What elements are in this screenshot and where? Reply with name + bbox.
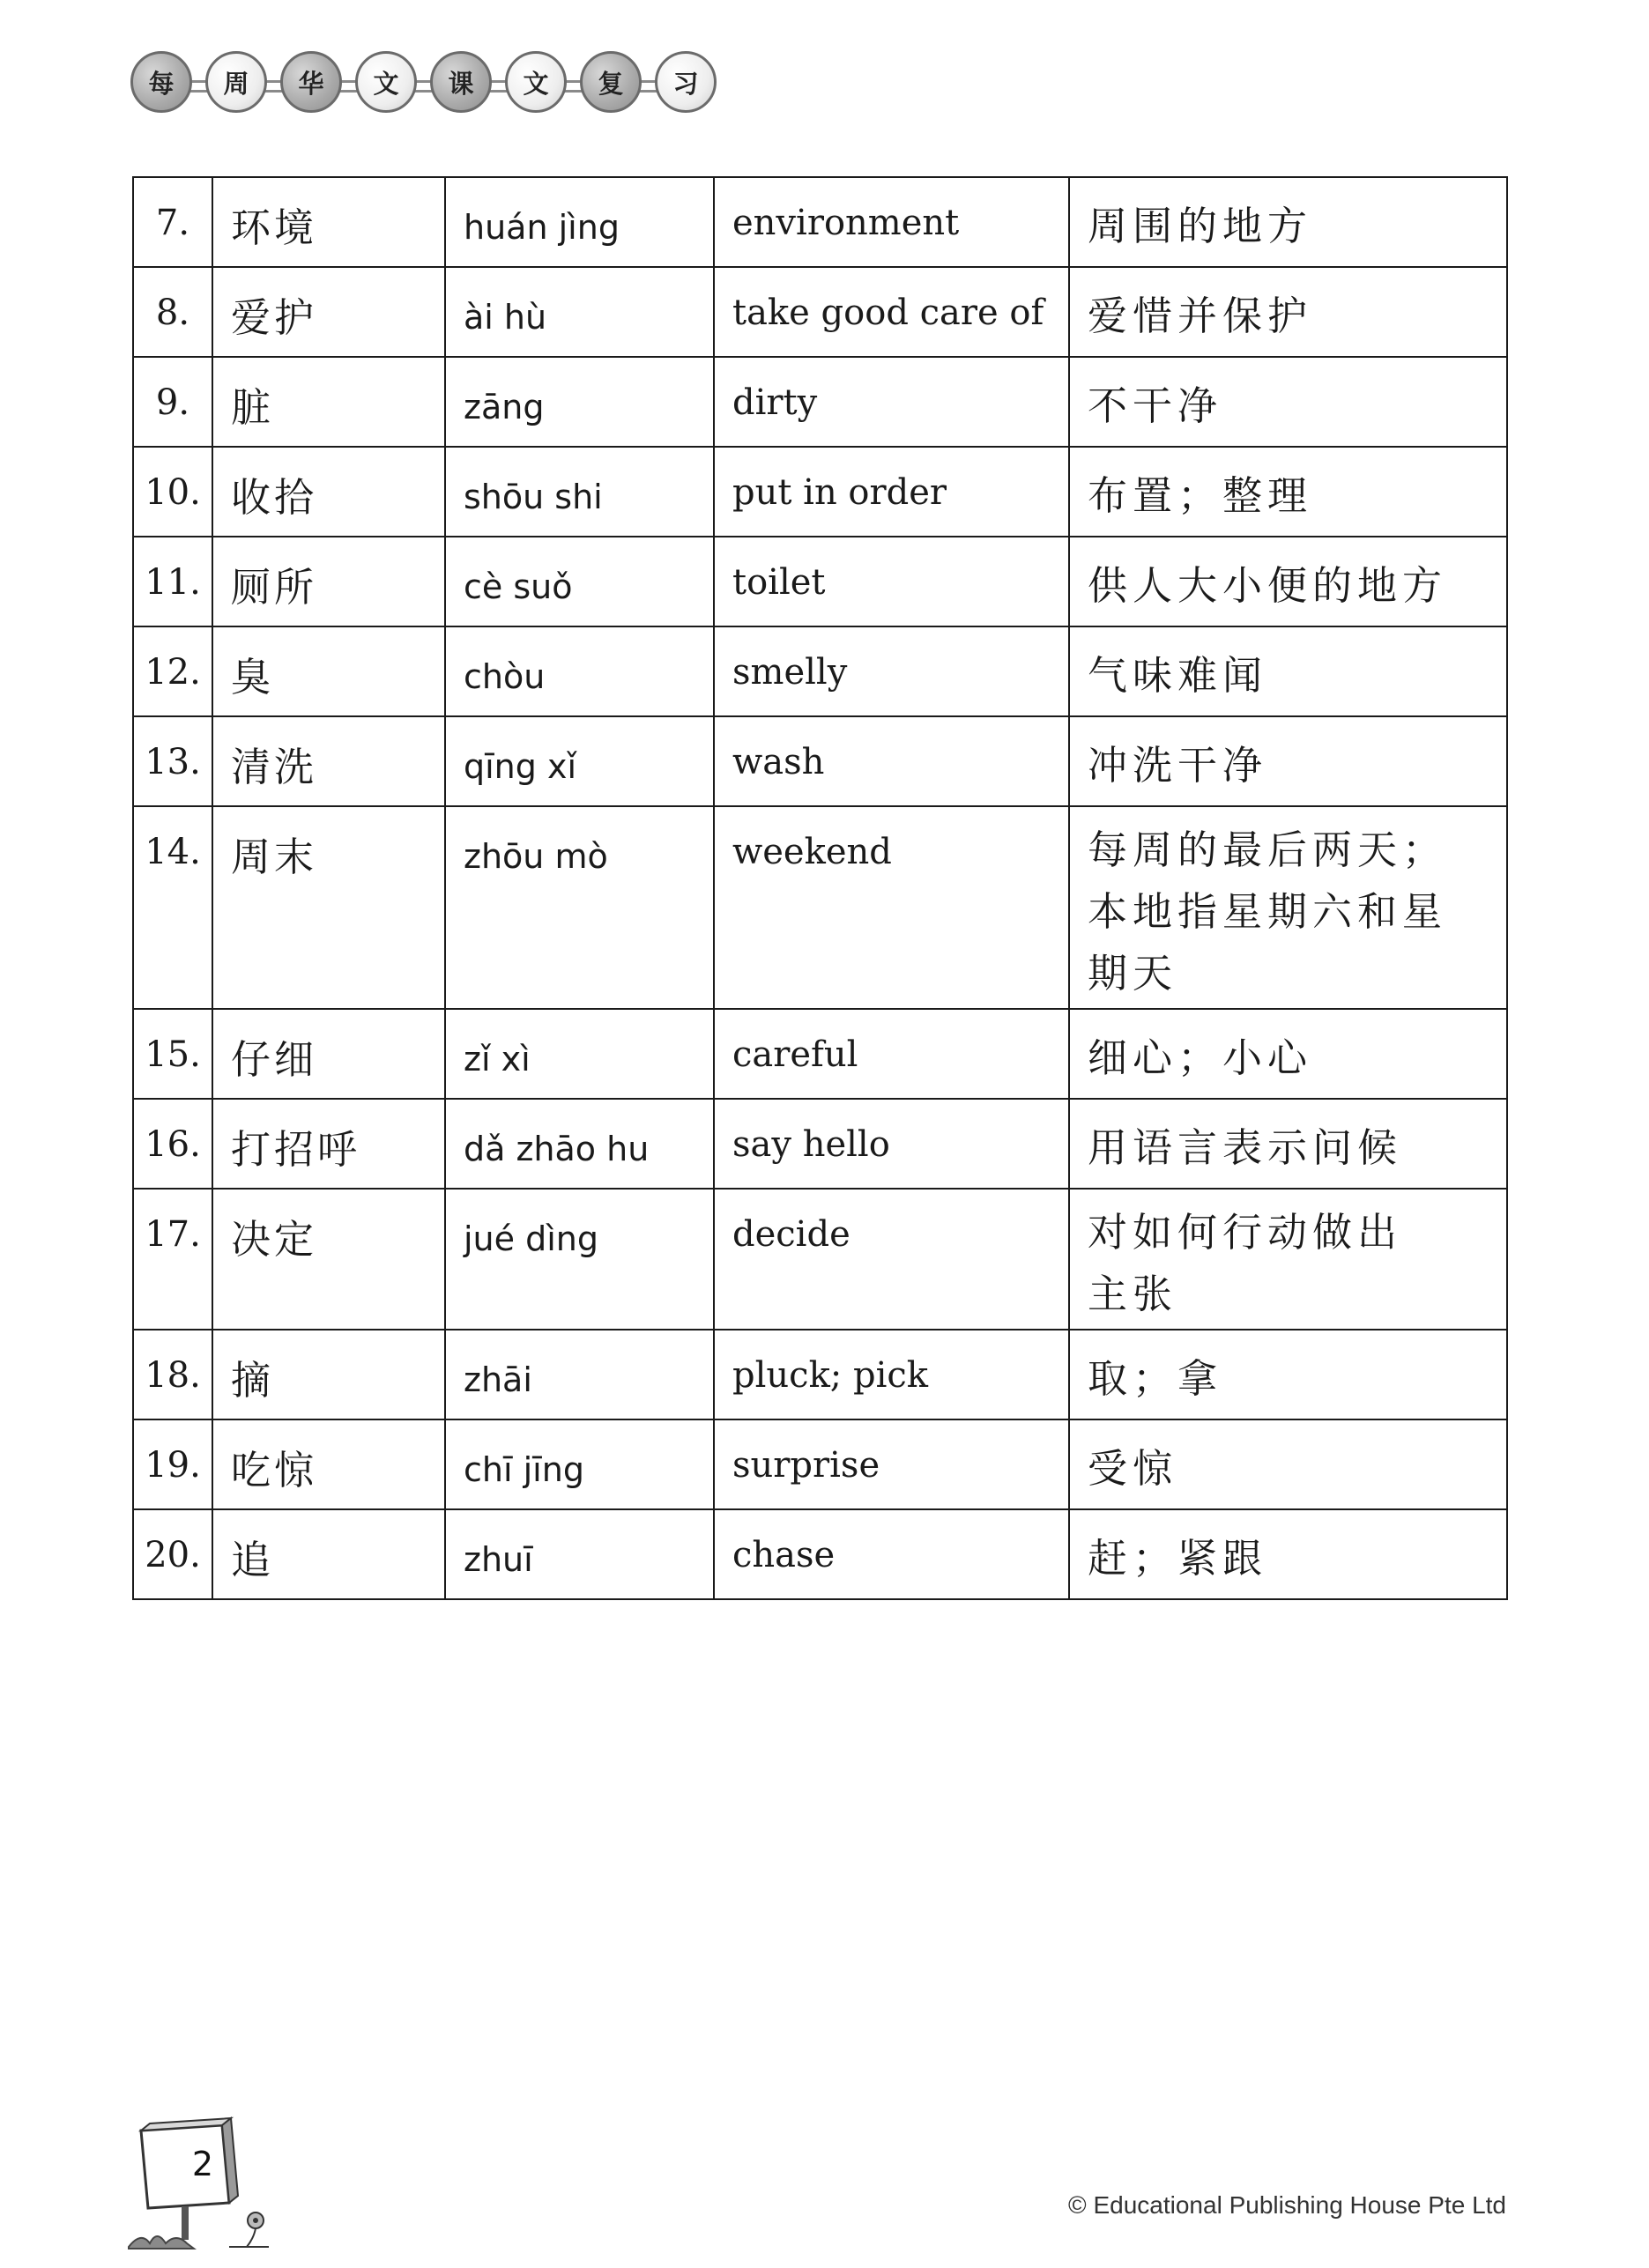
vocab-definition xyxy=(1069,177,1507,267)
vocab-number: 10. xyxy=(133,447,212,537)
vocab-definition xyxy=(1069,1330,1507,1419)
vocab-definition-line: 气味难闻 xyxy=(1088,652,1268,699)
vocab-definition-line: 赶；紧跟 xyxy=(1088,1535,1268,1582)
table-row xyxy=(133,1509,1507,1599)
vocab-definition xyxy=(1069,447,1507,537)
vocab-number: 20. xyxy=(133,1509,212,1599)
table-row xyxy=(133,357,1507,447)
vocab-definition-line: 期天 xyxy=(1088,950,1178,997)
series-title-badges xyxy=(130,51,721,118)
vocab-definition-line: 用语言表示问候 xyxy=(1088,1124,1403,1171)
table-row xyxy=(133,806,1507,1009)
series-badge: 习 xyxy=(655,51,717,113)
vocab-definition xyxy=(1069,537,1507,626)
vocab-pinyin: chòu xyxy=(445,626,714,716)
vocab-english: toilet xyxy=(714,537,1069,626)
table-row xyxy=(133,267,1507,357)
vocab-number: 7. xyxy=(133,177,212,267)
vocab-word: 摘 xyxy=(212,1330,445,1419)
signboard-icon xyxy=(123,2115,282,2264)
series-badge: 文 xyxy=(505,51,567,113)
vocab-word: 周末 xyxy=(212,806,445,1009)
vocab-definition xyxy=(1069,1419,1507,1509)
vocab-definition-line: 不干净 xyxy=(1088,382,1223,429)
vocab-pinyin: zhuī xyxy=(445,1509,714,1599)
vocab-definition-line: 爱惜并保护 xyxy=(1088,293,1313,339)
vocab-number: 18. xyxy=(133,1330,212,1419)
vocab-word: 清洗 xyxy=(212,716,445,806)
vocab-english: weekend xyxy=(714,806,1069,1009)
vocab-english: put in order xyxy=(714,447,1069,537)
vocab-pinyin: zǐ xì xyxy=(445,1009,714,1099)
vocab-word: 仔细 xyxy=(212,1009,445,1099)
series-badge: 华 xyxy=(280,51,342,113)
vocab-definition xyxy=(1069,806,1507,1009)
vocab-pinyin: chī jīng xyxy=(445,1419,714,1509)
vocab-word: 厕所 xyxy=(212,537,445,626)
vocab-definition-line: 主张 xyxy=(1088,1271,1178,1317)
vocab-definition-line: 细心；小心 xyxy=(1088,1034,1313,1081)
vocab-number: 15. xyxy=(133,1009,212,1099)
copyright-notice: © Educational Publishing House Pte Ltd xyxy=(1068,2191,1506,2219)
vocab-number: 17. xyxy=(133,1189,212,1330)
vocab-word: 决定 xyxy=(212,1189,445,1330)
table-row xyxy=(133,177,1507,267)
vocab-english: say hello xyxy=(714,1099,1069,1189)
vocab-english: wash xyxy=(714,716,1069,806)
series-badge: 课 xyxy=(430,51,492,113)
table-row xyxy=(133,1419,1507,1509)
page-number-badge xyxy=(123,2115,282,2264)
table-row xyxy=(133,447,1507,537)
vocab-number: 14. xyxy=(133,806,212,1009)
vocab-definition-line: 布置；整理 xyxy=(1088,472,1313,519)
vocab-word: 臭 xyxy=(212,626,445,716)
table-row xyxy=(133,1009,1507,1099)
vocabulary-table-body xyxy=(133,177,1507,1599)
vocab-english: smelly xyxy=(714,626,1069,716)
vocab-number: 16. xyxy=(133,1099,212,1189)
vocab-english: decide xyxy=(714,1189,1069,1330)
table-row xyxy=(133,1189,1507,1330)
vocab-number: 9. xyxy=(133,357,212,447)
vocab-number: 11. xyxy=(133,537,212,626)
vocab-definition-line: 本地指星期六和星 xyxy=(1088,888,1448,935)
vocab-pinyin: huán jìng xyxy=(445,177,714,267)
vocab-word: 脏 xyxy=(212,357,445,447)
vocab-word: 环境 xyxy=(212,177,445,267)
vocab-word: 打招呼 xyxy=(212,1099,445,1189)
vocabulary-table xyxy=(132,176,1508,1600)
vocab-pinyin: zhāi xyxy=(445,1330,714,1419)
table-row xyxy=(133,626,1507,716)
vocab-definition-line: 对如何行动做出 xyxy=(1088,1209,1403,1256)
vocab-definition xyxy=(1069,267,1507,357)
vocab-pinyin: qīng xǐ xyxy=(445,716,714,806)
vocab-english: dirty xyxy=(714,357,1069,447)
vocab-pinyin: zhōu mò xyxy=(445,806,714,1009)
vocab-pinyin: zāng xyxy=(445,357,714,447)
series-badge: 文 xyxy=(355,51,417,113)
vocab-definition xyxy=(1069,1189,1507,1330)
vocab-word: 收拾 xyxy=(212,447,445,537)
vocab-definition xyxy=(1069,1099,1507,1189)
vocab-definition xyxy=(1069,1009,1507,1099)
vocab-pinyin: shōu shi xyxy=(445,447,714,537)
vocab-pinyin: dǎ zhāo hu xyxy=(445,1099,714,1189)
vocab-english: chase xyxy=(714,1509,1069,1599)
vocab-definition xyxy=(1069,716,1507,806)
vocab-english: environment xyxy=(714,177,1069,267)
vocab-pinyin: cè suǒ xyxy=(445,537,714,626)
vocab-english: take good care of xyxy=(714,267,1069,357)
vocab-definition xyxy=(1069,357,1507,447)
vocab-number: 8. xyxy=(133,267,212,357)
table-row xyxy=(133,716,1507,806)
vocab-definition-line: 供人大小便的地方 xyxy=(1088,562,1448,609)
vocab-word: 吃惊 xyxy=(212,1419,445,1509)
vocab-english: surprise xyxy=(714,1419,1069,1509)
vocab-word: 爱护 xyxy=(212,267,445,357)
vocab-english: pluck; pick xyxy=(714,1330,1069,1419)
vocab-pinyin: ài hù xyxy=(445,267,714,357)
page-number: 2 xyxy=(191,2145,214,2183)
vocab-number: 13. xyxy=(133,716,212,806)
vocab-definition-line: 冲洗干净 xyxy=(1088,742,1268,789)
series-badge: 复 xyxy=(580,51,642,113)
vocab-number: 19. xyxy=(133,1419,212,1509)
vocab-word: 追 xyxy=(212,1509,445,1599)
vocab-pinyin: jué dìng xyxy=(445,1189,714,1330)
table-row xyxy=(133,1099,1507,1189)
series-badge: 每 xyxy=(130,51,192,113)
vocab-definition-line: 周围的地方 xyxy=(1088,203,1313,249)
vocab-definition-line: 取；拿 xyxy=(1088,1355,1223,1402)
vocab-definition-line: 每周的最后两天； xyxy=(1088,826,1448,873)
series-badge: 周 xyxy=(205,51,267,113)
vocab-number: 12. xyxy=(133,626,212,716)
vocab-definition-line: 受惊 xyxy=(1088,1445,1178,1492)
vocab-definition xyxy=(1069,626,1507,716)
vocab-english: careful xyxy=(714,1009,1069,1099)
table-row xyxy=(133,537,1507,626)
table-row xyxy=(133,1330,1507,1419)
vocab-definition xyxy=(1069,1509,1507,1599)
